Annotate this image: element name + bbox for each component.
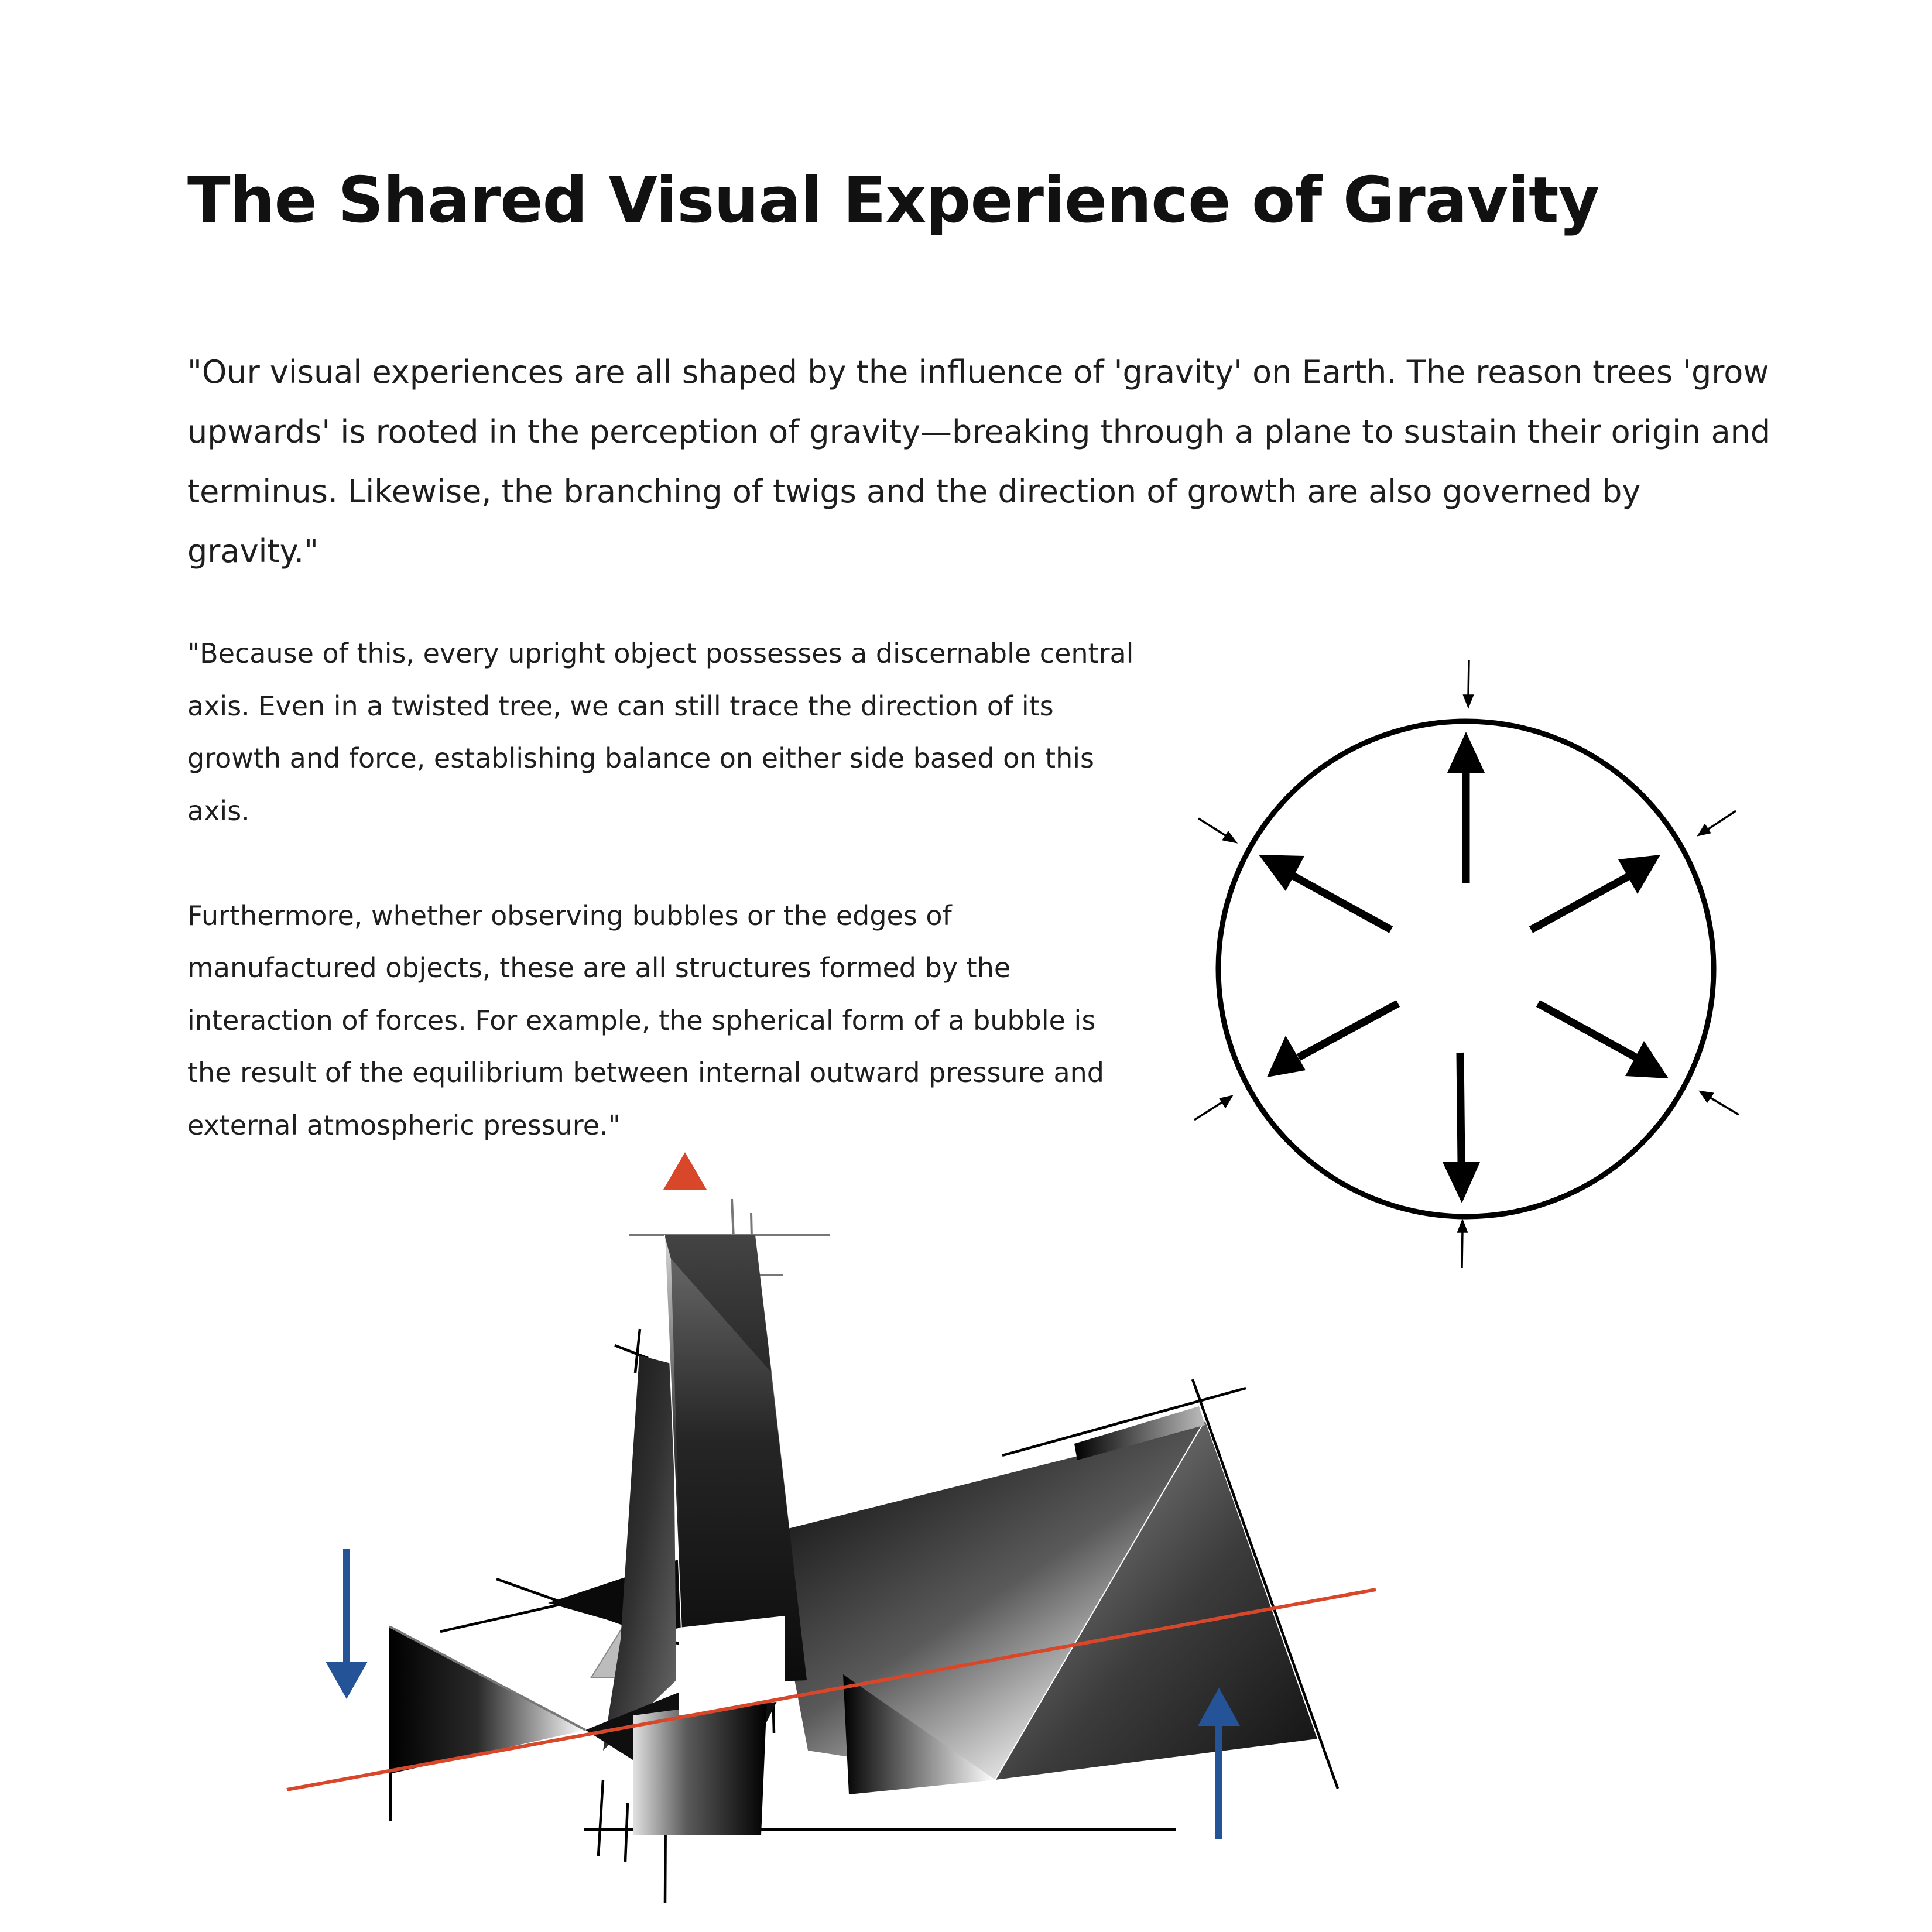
left-tall-slab [603,1355,676,1751]
body-paragraph-1: "Because of this, every upright object possesses a discernable central axis. Even in a twisted tree, we can still trace the direction of its growth and force, establishing balance on either side based on this axis. [187,638,1134,827]
downward-force-arrow [326,1549,368,1699]
large-slab [767,1406,1317,1794]
page-title: The Shared Visual Experience of Gravity [187,164,1599,237]
intro-quote: "Our visual experiences are all shaped by the influence of 'gravity' on Earth. The reason trees 'grow upwards' is rooted in the perception of gravity—breaking through a plane to sustain their origin and terminus. Likewise, the branching of twigs and the direction of growth are also governed by gravity." [187,354,1771,570]
body-paragraph-2: Furthermore, whether observing bubbles or the edges of manufactured objects, these are all structures formed by the interaction of forces. For example, the spherical form of a bubble is the result of the equilibrium between internal outward pressure and external atmospheric pressure." [187,899,1104,1141]
